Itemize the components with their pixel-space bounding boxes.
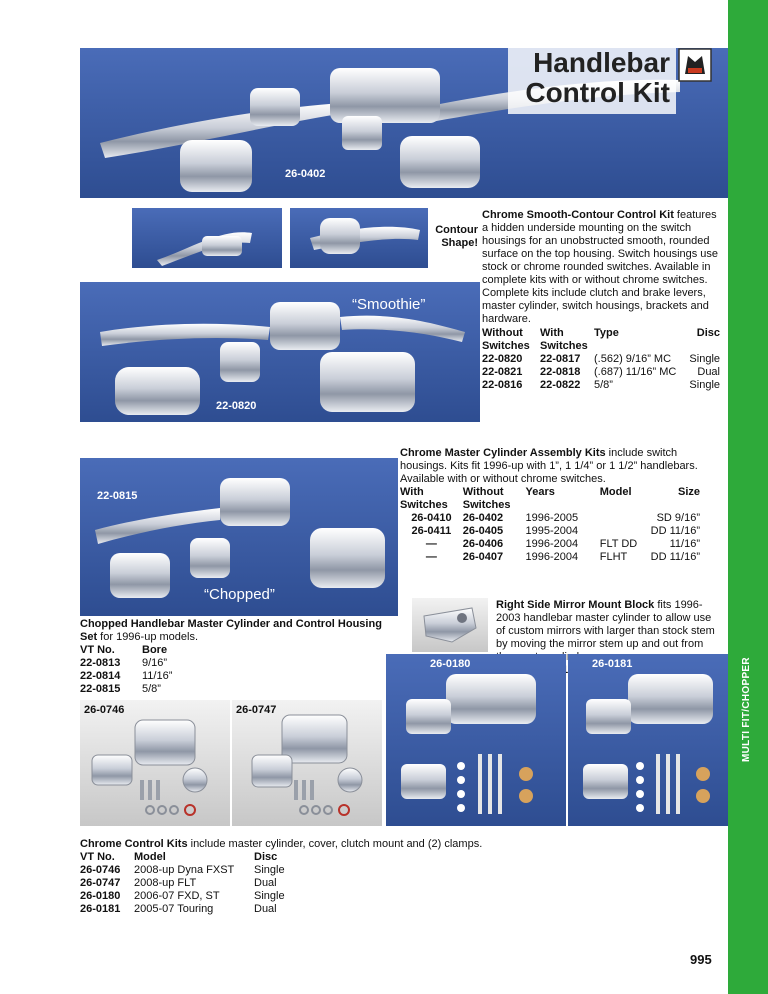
table-cell: 22-0822 [540,379,581,391]
table-header-row [400,486,700,499]
page-title [510,48,670,108]
mirror-block-body: fits 1996-2003 handlebar master cylinder to allow use of custom mirrors with larger than stock stem by moving the mirror stem up and out from [496,599,715,650]
chopped-table [80,644,172,696]
chopped-title: Chopped Handlebar Master Cylinder and Control Housing Set [80,618,382,643]
table-header: Without [482,327,523,339]
table-cell: 2008-up Dyna FXST [134,864,235,876]
table-cell: 22-0815 [80,683,121,695]
table-cell: 2008-up FLT [134,877,197,889]
table-row [80,683,172,696]
table-cell: SD 9/16” [656,512,700,524]
master-cylinder-title: Chrome Master Cylinder Assembly Kits [400,447,606,459]
table-cell: FLT DD [599,538,638,550]
photo-label-22-0815: 22-0815 [97,490,138,502]
smooth-contour-desc [482,209,722,326]
control-kits-body: include master cylinder, cover, clutch mount and (2) clamps. [187,838,483,850]
chopped-body: for 1996-up models. [97,631,199,643]
table-cell: 5/8” [594,379,613,391]
table-header: Type [594,327,619,339]
photo-kit-26-0181 [568,654,728,826]
table-cell: 26-0410 [411,512,452,524]
table-cell [600,525,651,538]
master-cylinder-desc [400,447,722,486]
table-cell: DD 11/16” [650,525,700,537]
table-header: Size [677,486,700,498]
table-row [400,538,700,551]
table-header: Disc [254,851,278,863]
chopped-section [80,618,398,696]
smoothie-caption: “Smoothie” [352,296,426,313]
table-cell: Dual [254,877,277,889]
table-row [482,379,720,392]
page-title-line-1: Handlebar [533,47,670,78]
control-kits-section [80,838,540,916]
table-cell: 22-0821 [482,366,523,378]
table-row [80,903,285,916]
photo-label-22-0820: 22-0820 [216,400,257,412]
mirror-block-title: Right Side Mirror Mount Block [496,599,655,611]
table-cell: 2006-07 FXD, ST [134,890,220,902]
photo-mirror-block [412,598,488,652]
table-cell: Single [254,864,285,876]
chopped-desc [80,618,398,644]
table-header-row [482,340,720,353]
table-cell: 26-0405 [462,525,504,537]
control-kits-table [80,851,285,916]
table-cell: 26-0180 [80,890,121,902]
photo-label-26-0181: 26-0181 [592,658,633,670]
photo-kit-26-0180 [386,654,566,826]
table-header: With [540,327,564,339]
table-cell: 22-0820 [482,353,523,365]
table-cell [600,512,651,525]
table-header-row [400,499,700,512]
table-cell: 1996-2005 [525,512,579,524]
table-cell: Single [254,890,285,902]
table-cell: Single [689,353,720,365]
table-cell: 26-0411 [411,525,452,537]
table-header-row [482,327,720,340]
master-cylinder-table [400,486,700,564]
master-cylinder-body: include switch housings. Kits fit 1996-up with 1”, 1 1/4” or 1 1/2” handlebars. Available with or without chrome switches. [400,447,698,485]
table-header: Model [599,486,632,498]
table-header: VT No. [80,644,115,656]
table-row [400,551,700,564]
table-cell: (.562) 9/16” MC [594,353,672,365]
table-row [80,670,172,683]
table-header: Disc [696,327,720,339]
table-cell: DD 11/16” [650,551,700,563]
smooth-contour-body: features a hidden underside mounting on the switch housings for an unobstructed smooth, rounded surface on the top housing. Switch housings use stock or chrome rounded switches. Available in complete kits with or without chrome switches. Complete kits include clutch and brake levers, master cylinder, switch housings, brackets and hardware. [482,209,719,325]
table-cell: 11/16” [669,538,700,550]
table-cell: Dual [697,366,720,378]
table-cell: 22-0816 [482,379,523,391]
table-header: Switches [462,499,511,511]
table-cell: 26-0747 [80,877,121,889]
table-cell: 22-0818 [540,366,581,378]
table-header: VT No. [80,851,115,863]
master-cylinder-section [400,447,722,564]
sidebar-label: MULTI FIT/CHOPPER [741,657,752,762]
table-cell: (.687) 11/16” MC [594,366,677,378]
table-cell: Single [689,379,720,391]
table-header: Without [462,486,504,498]
table-cell: 26-0407 [462,551,504,563]
table-header: Bore [142,644,168,656]
table-cell: 9/16” [142,657,168,669]
contour-caption-line-2: Shape! [441,237,478,249]
table-cell: 2005-07 Touring [134,903,214,915]
table-row [482,353,720,366]
table-row [80,877,285,890]
table-header: Model [134,851,166,863]
control-kits-title: Chrome Control Kits [80,838,188,850]
section-sidebar [728,0,768,994]
table-row [400,525,700,538]
table-cell: 26-0406 [462,538,504,550]
page-number: 995 [690,952,712,967]
table-cell: Dual [254,903,277,915]
smooth-contour-table [482,327,720,392]
table-cell: 22-0814 [80,670,121,682]
table-cell: 26-0402 [462,512,504,524]
page-title-line-2: Control Kit [525,77,670,108]
table-cell: 5/8” [142,683,161,695]
contour-shape-caption [432,224,478,250]
photo-label-26-0402: 26-0402 [285,168,326,180]
table-row [80,864,285,877]
photo-kit-26-0746 [80,700,230,826]
photo-kit-26-0747 [232,700,382,826]
table-header-row [80,851,285,864]
smooth-contour-title: Chrome Smooth-Contour Control Kit [482,209,674,221]
table-cell: 22-0813 [80,657,121,669]
table-cell: FLHT [599,551,628,563]
photo-label-26-0180: 26-0180 [430,658,471,670]
table-header: Years [525,486,555,498]
table-row [80,657,172,670]
table-cell: 1996-2004 [525,551,579,563]
table-header: Switches [540,340,588,352]
table-row [482,366,720,379]
table-header: With [400,486,424,498]
contour-caption-line-1: Contour [435,224,478,236]
table-row [80,890,285,903]
table-cell: 11/16” [142,670,173,682]
table-cell: — [425,538,437,550]
table-cell: — [425,551,437,563]
table-cell: 22-0817 [540,353,581,365]
photo-contour-detail-2 [290,208,428,268]
photo-contour-detail-1 [132,208,282,268]
table-cell: 26-0181 [80,903,121,915]
control-kits-desc [80,838,540,851]
table-header-row [80,644,172,657]
photo-label-26-0747: 26-0747 [236,704,277,716]
table-cell: 1996-2004 [525,538,579,550]
table-header: Switches [482,340,530,352]
table-row [400,512,700,525]
photo-label-26-0746: 26-0746 [84,704,125,716]
table-cell: 26-0746 [80,864,121,876]
smooth-contour-section [482,209,722,392]
brand-logo [678,48,712,82]
table-cell: 1995-2004 [525,525,579,537]
chopped-caption: “Chopped” [204,586,275,603]
table-header: Switches [400,499,448,511]
